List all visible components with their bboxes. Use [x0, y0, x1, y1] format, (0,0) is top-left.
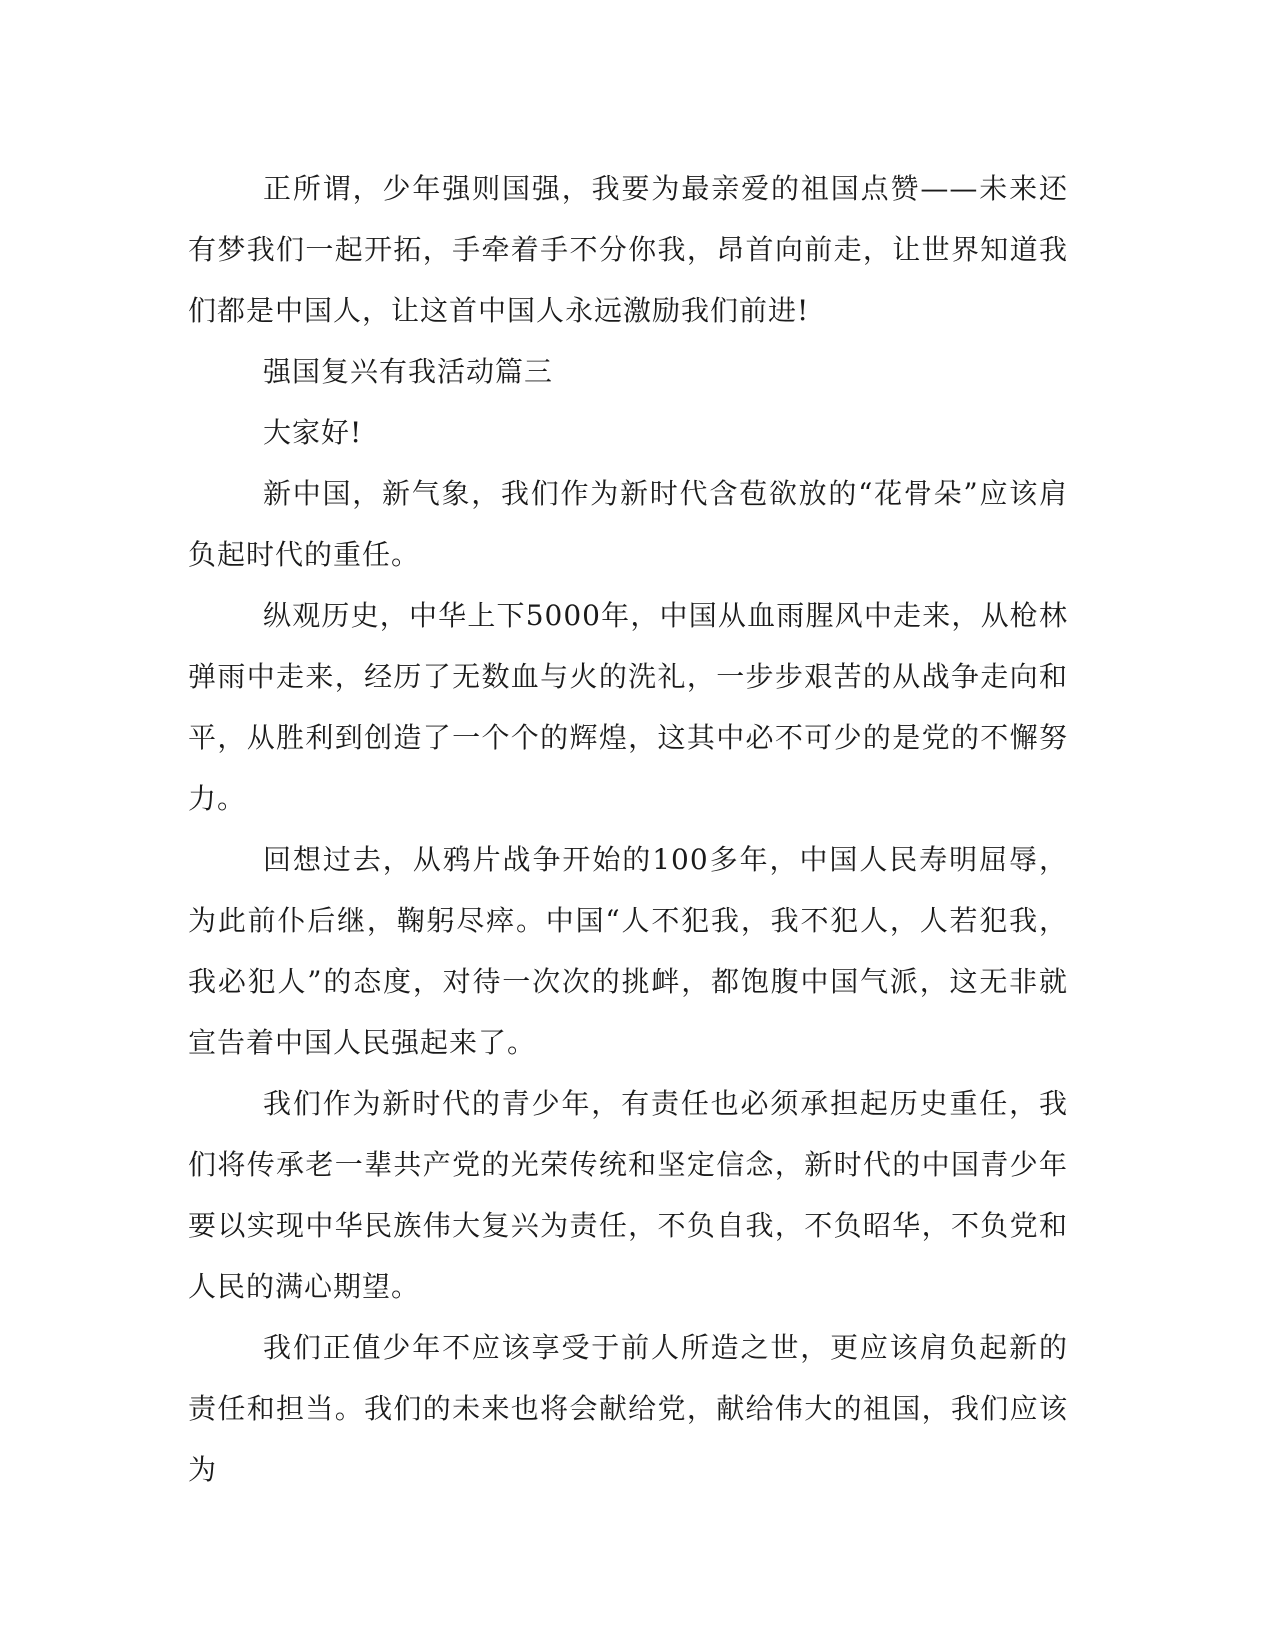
paragraph-new-china: 新中国，新气象，我们作为新时代含苞欲放的“花骨朵”应该肩负起时代的重任。 [188, 477, 1068, 571]
section-heading: 强国复兴有我活动篇三 [263, 355, 554, 388]
paragraph-youth-responsibility: 我们作为新时代的青少年，有责任也必须承担起历史重任，我们将传承老一辈共产党的光荣传统和坚定信念，新时代的中国青少年要以实现中华民族伟大复兴为责任，不负自我，不负昭华，不负党和人民的满心期望。 [188, 1087, 1068, 1303]
paragraph-history: 纵观历史，中华上下5000年，中国从血雨腥风中走来，从枪林弹雨中走来，经历了无数血与火的洗礼，一步步艰苦的从战争走向和平，从胜利到创造了一个个的辉煌，这其中必不可少的是党的不懈努力。 [188, 599, 1068, 815]
greeting: 大家好! [263, 416, 363, 449]
paragraph-youth-future: 我们正值少年不应该享受于前人所造之世，更应该肩负起新的责任和担当。我们的未来也将会献给党，献给伟大的祖国，我们应该为 [188, 1331, 1068, 1486]
paragraph-past: 回想过去，从鸦片战争开始的100多年，中国人民寿明屈辱，为此前仆后继，鞠躬尽瘁。中国“人不犯我，我不犯人，人若犯我，我必犯人”的态度，对待一次次的挑衅，都饱腹中国气派，这无非就宣告着中国人民强起来了。 [188, 843, 1068, 1059]
paragraph-closing-previous: 正所谓，少年强则国强，我要为最亲爱的祖国点赞——未来还有梦我们一起开拓，手牵着手不分你我，昂首向前走，让世界知道我们都是中国人，让这首中国人永远激励我们前进! [188, 172, 1068, 327]
document-body [188, 158, 1068, 1500]
